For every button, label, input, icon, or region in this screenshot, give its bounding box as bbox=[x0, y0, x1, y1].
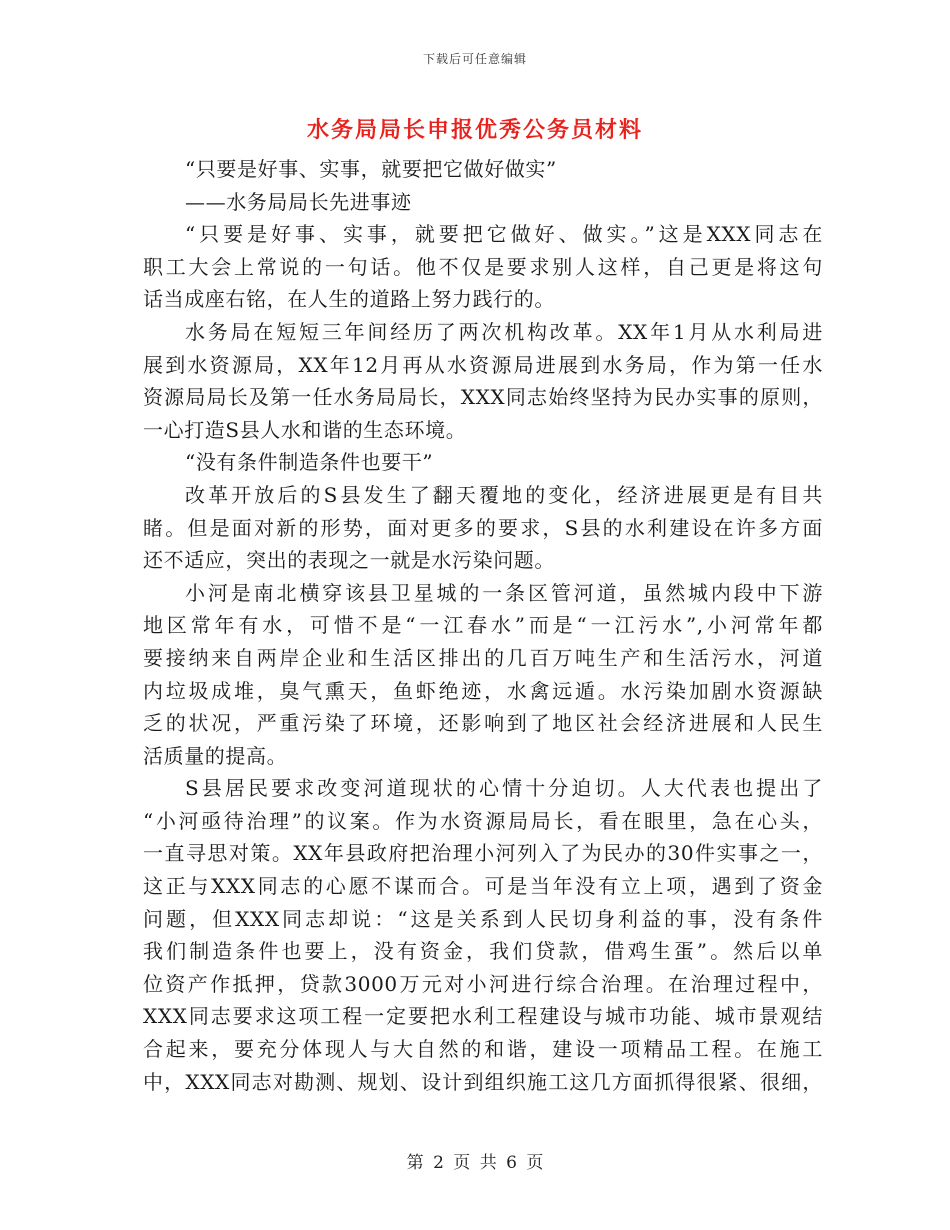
text-line: 一直寻思对策。XX年县政府把治理小河列入了为民办的30件实事之一， bbox=[143, 841, 823, 866]
document-body bbox=[143, 153, 823, 1098]
text-line: “只要是好事、实事，就要把它做好做实” bbox=[185, 157, 557, 181]
text-line: 内垃圾成堆，臭气熏天，鱼虾绝迹，水禽远遁。水污染加剧水资源缺 bbox=[143, 678, 823, 703]
text-line: 睹。但是面对新的形势，面对更多的要求，S县的水利建设在许多方面 bbox=[143, 515, 823, 540]
text-line: S县居民要求改变河道现状的心情十分迫切。人大代表也提出了 bbox=[185, 776, 823, 801]
text-line: XXX同志要求这项工程一定要把水利工程建设与城市功能、城市景观结 bbox=[143, 1004, 823, 1029]
text-line: 改革开放后的S县发生了翻天覆地的变化，经济进展更是有目共 bbox=[185, 482, 823, 507]
text-line: 水务局在短短三年间经历了两次机构改革。XX年1月从水利局进 bbox=[185, 319, 823, 344]
text-line: 展到水资源局，XX年12月再从水资源局进展到水务局，作为第一任水 bbox=[143, 352, 823, 377]
text-line: ——水务局局长先进事迹 bbox=[185, 189, 412, 214]
text-line: 合起来，要充分体现人与大自然的和谐，建设一项精品工程。在施工 bbox=[143, 1037, 823, 1062]
text-line: 小河是南北横穿该县卫星城的一条区管河道，虽然城内段中下游 bbox=[185, 580, 823, 605]
text-line: 一心打造S县人水和谐的生态环境。 bbox=[143, 417, 467, 442]
text-line: 还不适应，突出的表现之一就是水污染问题。 bbox=[143, 548, 555, 573]
text-line: 地区常年有水，可惜不是“一江春水”而是“一江污水”,小河常年都 bbox=[143, 613, 823, 638]
text-line: 中，XXX同志对勘测、规划、设计到组织施工这几方面抓得很紧、很细， bbox=[143, 1069, 823, 1094]
text-line: 问题，但XXX同志却说：“这是关系到人民切身利益的事，没有条件 bbox=[143, 906, 823, 931]
text-line: 资源局局长及第一任水务局局长，XXX同志始终坚持为民办实事的原则， bbox=[143, 385, 823, 410]
page-number-footer: 第 2 页 共 6 页 bbox=[406, 1153, 544, 1173]
text-line: “只要是好事、实事，就要把它做好、做实。”这是XXX同志在 bbox=[185, 222, 823, 247]
text-line: 乏的状况，严重污染了环境，还影响到了地区社会经济进展和人民生 bbox=[143, 711, 823, 736]
text-line: “没有条件制造条件也要干” bbox=[185, 450, 434, 475]
text-line: 我们制造条件也要上，没有资金，我们贷款，借鸡生蛋”。然后以单 bbox=[143, 939, 823, 964]
text-line: “小河亟待治理”的议案。作为水资源局局长，看在眼里，急在心头， bbox=[143, 808, 823, 833]
text-line: 这正与XXX同志的心愿不谋而合。可是当年没有立上项，遇到了资金 bbox=[143, 874, 823, 899]
page-header-note: 下载后可任意编辑 bbox=[422, 52, 527, 66]
text-line: 话当成座右铭，在人生的道路上努力践行的。 bbox=[143, 287, 555, 312]
document-title: 水务局局长申报优秀公务员材料 bbox=[306, 118, 643, 143]
text-line: 要接纳来自两岸企业和生活区排出的几百万吨生产和生活污水，河道 bbox=[143, 645, 823, 670]
text-line: 职工大会上常说的一句话。他不仅是要求别人这样，自己更是将这句 bbox=[143, 254, 823, 279]
text-line: 位资产作抵押，贷款3000万元对小河进行综合治理。在治理过程中， bbox=[143, 971, 823, 996]
text-line: 活质量的提高。 bbox=[143, 743, 288, 768]
